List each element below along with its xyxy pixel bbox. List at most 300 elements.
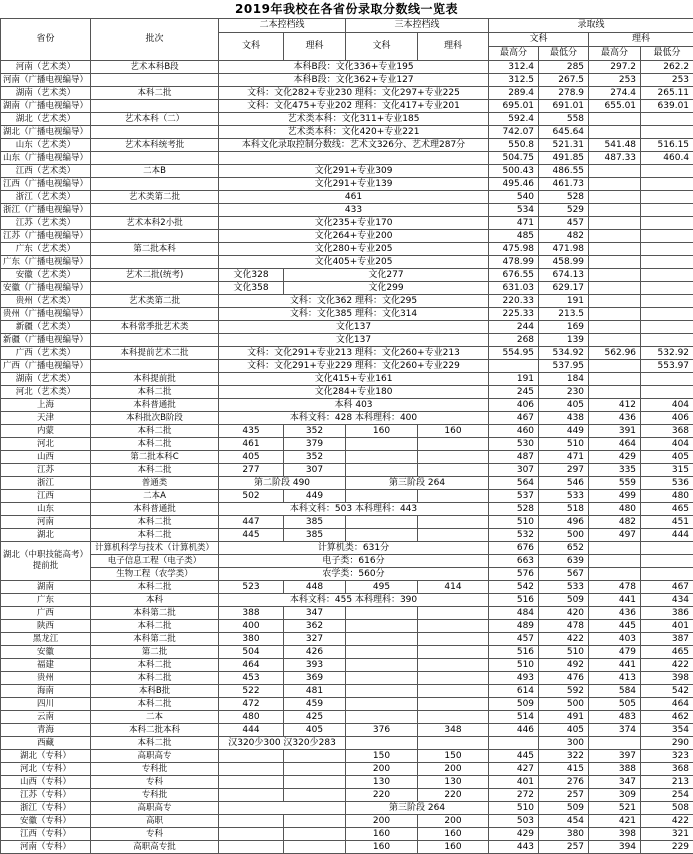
score-cell: 482 [589, 516, 641, 529]
control-line-cell [284, 841, 346, 854]
score-cell: 695.01 [489, 100, 539, 113]
batch-cell: 二本B [91, 165, 219, 178]
control-line-cell: 文化328 [219, 269, 284, 282]
province-cell: 四川 [1, 698, 91, 711]
score-cell: 368 [641, 763, 693, 776]
score-cell: 478 [589, 581, 641, 594]
control-line-cell [418, 633, 489, 646]
control-line-cell [418, 672, 489, 685]
control-line-cell [284, 828, 346, 841]
province-cell: 新疆（广播电视编导） [1, 334, 91, 347]
batch-cell: 高职高专 [91, 750, 219, 763]
score-cell [641, 282, 693, 295]
control-line-cell: 480 [219, 711, 284, 724]
batch-cell: 艺术二批(统考) [91, 269, 219, 282]
score-cell: 461.73 [539, 178, 589, 191]
score-cell: 478 [539, 620, 589, 633]
header-tier2-arts: 文科 [219, 33, 284, 61]
table-row [1, 178, 693, 191]
score-cell: 139 [539, 334, 589, 347]
control-line-cell: 文化415+专业161 [219, 373, 489, 386]
control-line-cell: 本科文化录取控制分数线：艺术文326分、艺术理287分 [219, 139, 489, 152]
province-cell: 安徽（艺术类） [1, 269, 91, 282]
batch-cell: 本科常季批艺术类 [91, 321, 219, 334]
table-row [1, 464, 693, 477]
batch-cell: 二本A [91, 490, 219, 503]
control-line-cell: 农学类：560分 [219, 568, 489, 581]
control-line-cell: 文科：文化385 理科：文化314 [219, 308, 489, 321]
score-cell: 553.97 [641, 360, 693, 373]
control-line-cell: 本科B段：文化336+专业195 [219, 61, 489, 74]
control-line-cell: 464 [219, 659, 284, 672]
score-cell: 614 [489, 685, 539, 698]
province-cell: 安徽 [1, 646, 91, 659]
score-cell [589, 217, 641, 230]
table-row [1, 685, 693, 698]
control-line-cell: 第三阶段 264 [346, 477, 489, 490]
control-line-cell: 文科：文化291+专业229 理科：文化260+专业229 [219, 360, 489, 373]
control-line-cell [418, 698, 489, 711]
control-line-cell: 504 [219, 646, 284, 659]
score-cell: 484 [489, 607, 539, 620]
score-cell [589, 178, 641, 191]
score-cell [641, 555, 693, 568]
province-cell: 湖南（艺术类） [1, 87, 91, 100]
control-line-cell: 461 [219, 438, 284, 451]
table-row [1, 74, 693, 87]
control-line-cell: 文化291+专业139 [219, 178, 489, 191]
province-cell: 贵州（艺术类） [1, 295, 91, 308]
control-line-cell: 405 [284, 724, 346, 737]
control-line-cell: 文化235+专业170 [219, 217, 489, 230]
score-cell [589, 737, 641, 750]
score-cell: 541.48 [589, 139, 641, 152]
score-cell [589, 542, 641, 555]
control-line-cell: 445 [219, 529, 284, 542]
score-cell: 312.4 [489, 61, 539, 74]
score-cell: 398 [641, 672, 693, 685]
control-line-cell: 文化284+专业180 [219, 386, 489, 399]
score-cell: 394 [589, 841, 641, 854]
score-cell: 404 [641, 438, 693, 451]
score-cell [641, 269, 693, 282]
table-row [1, 373, 693, 386]
control-line-cell: 文化137 [219, 334, 489, 347]
score-cell [589, 334, 641, 347]
score-cell: 446 [489, 724, 539, 737]
table-row [1, 451, 693, 464]
score-cell: 510 [539, 438, 589, 451]
score-cell: 451 [641, 516, 693, 529]
province-cell: 上海 [1, 399, 91, 412]
control-line-cell: 文化291+专业309 [219, 165, 489, 178]
header-tier2-science: 理科 [284, 33, 346, 61]
score-cell: 500.43 [489, 165, 539, 178]
score-cell: 315 [641, 464, 693, 477]
control-line-cell: 130 [346, 776, 418, 789]
score-cell [641, 308, 693, 321]
control-line-cell: 347 [284, 607, 346, 620]
score-cell: 631.03 [489, 282, 539, 295]
score-cell: 505 [589, 698, 641, 711]
score-cell: 500 [539, 698, 589, 711]
control-line-cell: 376 [346, 724, 418, 737]
province-cell: 河北（专科） [1, 763, 91, 776]
control-line-cell [418, 646, 489, 659]
batch-cell: 第二批本科C [91, 451, 219, 464]
score-cell: 427 [489, 763, 539, 776]
control-line-cell: 艺术类本科：文化311+专业185 [219, 113, 489, 126]
province-cell: 河南（专科） [1, 841, 91, 854]
table-row [1, 282, 693, 295]
control-line-cell: 307 [284, 464, 346, 477]
score-cell: 489 [489, 620, 539, 633]
score-cell: 491.85 [539, 152, 589, 165]
score-cell [589, 295, 641, 308]
score-cell: 674.13 [539, 269, 589, 282]
control-line-cell: 220 [346, 789, 418, 802]
batch-cell: 专科批 [91, 763, 219, 776]
score-cell: 191 [539, 295, 589, 308]
table-row [1, 139, 693, 152]
control-line-cell: 523 [219, 581, 284, 594]
score-cell: 347 [589, 776, 641, 789]
control-line-cell [346, 646, 418, 659]
score-cell [641, 568, 693, 581]
province-cell: 江苏（专科） [1, 789, 91, 802]
province-cell: 江西（专科） [1, 828, 91, 841]
score-cell: 323 [641, 750, 693, 763]
province-cell: 湖北（广播电视编导） [1, 126, 91, 139]
control-line-cell: 文化137 [219, 321, 489, 334]
score-cell: 742.07 [489, 126, 539, 139]
score-cell [641, 178, 693, 191]
score-cell [589, 373, 641, 386]
page-title: 2019年我校在各省份录取分数线一览表 [0, 0, 693, 18]
score-cell: 268 [489, 334, 539, 347]
score-cell: 676 [489, 542, 539, 555]
batch-cell [91, 74, 219, 87]
control-line-cell: 本科文科：503 本科理科：443 [219, 503, 489, 516]
province-cell: 贵州（广播电视编导） [1, 308, 91, 321]
control-line-cell: 495 [346, 581, 418, 594]
table-row [1, 425, 693, 438]
score-cell: 169 [539, 321, 589, 334]
table-row [1, 334, 693, 347]
control-line-cell: 449 [284, 490, 346, 503]
table-row [1, 490, 693, 503]
score-cell [589, 282, 641, 295]
control-line-cell [346, 633, 418, 646]
score-cell: 510 [489, 516, 539, 529]
score-cell: 510 [539, 646, 589, 659]
control-line-cell: 本科 403 [219, 399, 489, 412]
score-cell: 244 [489, 321, 539, 334]
score-cell: 509 [489, 698, 539, 711]
batch-cell: 艺术类第二批 [91, 191, 219, 204]
header-tier3: 三本控档线 [346, 19, 489, 33]
control-line-cell: 150 [346, 750, 418, 763]
province-cell: 湖南（广播电视编导） [1, 100, 91, 113]
score-cell: 387 [641, 633, 693, 646]
batch-cell [91, 204, 219, 217]
control-line-cell: 160 [418, 841, 489, 854]
control-line-cell: 435 [219, 425, 284, 438]
control-line-cell [346, 737, 418, 750]
batch-cell: 专科 [91, 828, 219, 841]
table-row [1, 529, 693, 542]
score-cell: 274.4 [589, 87, 641, 100]
table-row [1, 516, 693, 529]
control-line-cell: 文化280+专业205 [219, 243, 489, 256]
control-line-cell [346, 659, 418, 672]
control-line-cell [418, 516, 489, 529]
table-row [1, 477, 693, 490]
batch-cell: 高职 [91, 815, 219, 828]
score-cell: 500 [539, 529, 589, 542]
table-row [1, 620, 693, 633]
province-cell: 广东（广播电视编导） [1, 256, 91, 269]
control-line-cell: 352 [284, 451, 346, 464]
control-line-cell [418, 438, 489, 451]
province-cell: 山东（广播电视编导） [1, 152, 91, 165]
control-line-cell: 414 [418, 581, 489, 594]
score-cell: 550.8 [489, 139, 539, 152]
score-cell [641, 230, 693, 243]
batch-cell: 本科二批 [91, 87, 219, 100]
control-line-cell: 160 [418, 425, 489, 438]
score-cell: 422 [539, 633, 589, 646]
score-cell: 485 [489, 230, 539, 243]
batch-cell: 本科二批 [91, 386, 219, 399]
control-line-cell [418, 685, 489, 698]
header-tier3-arts: 文科 [346, 33, 418, 61]
control-line-cell: 文化358 [219, 282, 284, 295]
score-cell: 272 [489, 789, 539, 802]
province-cell: 贵州 [1, 672, 91, 685]
control-line-cell: 388 [219, 607, 284, 620]
batch-cell: 第二批 [91, 646, 219, 659]
batch-cell [91, 282, 219, 295]
table-row [1, 308, 693, 321]
batch-cell [91, 308, 219, 321]
score-cell: 540 [489, 191, 539, 204]
table-row [1, 412, 693, 425]
score-cell [641, 204, 693, 217]
score-cell: 558 [539, 113, 589, 126]
score-cell [641, 295, 693, 308]
score-cell: 652 [539, 542, 589, 555]
control-line-cell: 502 [219, 490, 284, 503]
table-row [1, 503, 693, 516]
score-cell: 444 [641, 529, 693, 542]
table-row [1, 646, 693, 659]
score-cell: 537 [489, 490, 539, 503]
control-line-cell: 文科：文化362 理科：文化295 [219, 295, 489, 308]
score-cell: 528 [489, 503, 539, 516]
control-line-cell [346, 620, 418, 633]
score-cell [589, 360, 641, 373]
score-cell: 476 [539, 672, 589, 685]
score-cell: 467 [641, 581, 693, 594]
score-cell [641, 243, 693, 256]
table-row [1, 737, 693, 750]
batch-cell: 艺术本科统考批 [91, 139, 219, 152]
header-tier2: 二本控档线 [219, 19, 346, 33]
score-cell: 645.64 [539, 126, 589, 139]
province-cell: 浙江（广播电视编导） [1, 204, 91, 217]
score-cell: 406 [489, 399, 539, 412]
batch-cell: 本科二批 [91, 464, 219, 477]
control-line-cell [219, 828, 284, 841]
score-cell: 420 [539, 607, 589, 620]
score-cell: 462 [641, 711, 693, 724]
score-cell: 429 [489, 828, 539, 841]
batch-cell: 本科批次B阶段 [91, 412, 219, 425]
control-line-cell [284, 750, 346, 763]
score-cell [589, 321, 641, 334]
score-cell: 496 [539, 516, 589, 529]
control-line-cell [219, 750, 284, 763]
table-row [1, 789, 693, 802]
score-cell: 253 [589, 74, 641, 87]
table-row [1, 841, 693, 854]
table-row [1, 256, 693, 269]
table-row [1, 165, 693, 178]
table-row [1, 711, 693, 724]
score-cell: 403 [589, 633, 641, 646]
province-cell: 湖北（艺术类） [1, 113, 91, 126]
control-line-cell: 352 [284, 425, 346, 438]
table-row [1, 126, 693, 139]
control-line-cell [346, 451, 418, 464]
control-line-cell [418, 620, 489, 633]
control-line-cell [418, 529, 489, 542]
score-cell: 471 [489, 217, 539, 230]
score-cell: 486.55 [539, 165, 589, 178]
table-row [1, 152, 693, 165]
score-cell: 493 [489, 672, 539, 685]
score-cell: 441 [589, 594, 641, 607]
table-row [1, 87, 693, 100]
batch-cell: 高职高专批 [91, 841, 219, 854]
score-cell: 184 [539, 373, 589, 386]
control-line-cell: 444 [219, 724, 284, 737]
province-cell: 广西 [1, 607, 91, 620]
province-cell: 安徽（广播电视编导） [1, 282, 91, 295]
score-cell: 592.4 [489, 113, 539, 126]
batch-cell: 艺术本科（二） [91, 113, 219, 126]
table-row [1, 204, 693, 217]
province-cell: 山西（专科） [1, 776, 91, 789]
control-line-cell: 文化264+专业200 [219, 230, 489, 243]
province-cell: 湖北 [1, 529, 91, 542]
header-admission-science: 理科 [589, 33, 693, 47]
score-cell: 465 [641, 503, 693, 516]
control-line-cell: 385 [284, 516, 346, 529]
score-cell: 449 [539, 425, 589, 438]
score-cell: 297 [539, 464, 589, 477]
control-line-cell [284, 789, 346, 802]
header-batch: 批次 [91, 19, 219, 61]
province-cell: 安徽（专科） [1, 815, 91, 828]
score-cell: 464 [589, 438, 641, 451]
batch-cell: 艺术类第二批 [91, 295, 219, 308]
score-cell: 532.92 [641, 347, 693, 360]
score-cell: 676.55 [489, 269, 539, 282]
score-cell: 354 [641, 724, 693, 737]
score-cell: 441 [589, 659, 641, 672]
score-cell: 213 [641, 776, 693, 789]
control-line-cell: 453 [219, 672, 284, 685]
header-science-max: 最高分 [589, 47, 641, 61]
score-cell: 397 [589, 750, 641, 763]
batch-cell: 本科二批 [91, 620, 219, 633]
header-admission-arts: 文科 [489, 33, 589, 47]
score-cell: 445 [489, 750, 539, 763]
table-row [1, 815, 693, 828]
control-line-cell: 448 [284, 581, 346, 594]
score-cell: 412 [589, 399, 641, 412]
batch-cell [91, 100, 219, 113]
control-line-cell: 472 [219, 698, 284, 711]
score-cell: 445 [589, 620, 641, 633]
control-line-cell: 汉320少300 汉320少283 [219, 737, 346, 750]
score-cell: 262.2 [641, 61, 693, 74]
control-line-cell: 200 [418, 763, 489, 776]
score-cell: 307 [489, 464, 539, 477]
control-line-cell: 本科B段：文化362+专业127 [219, 74, 489, 87]
batch-cell [91, 256, 219, 269]
table-header [1, 19, 693, 61]
province-cell: 河北 [1, 438, 91, 451]
score-cell [589, 256, 641, 269]
score-cell: 497 [589, 529, 641, 542]
control-line-cell: 200 [346, 763, 418, 776]
score-cell: 492 [539, 659, 589, 672]
province-cell: 江苏（广播电视编导） [1, 230, 91, 243]
score-cell: 380 [539, 828, 589, 841]
control-line-cell: 文科：文化291+专业213 理科：文化260+专业213 [219, 347, 489, 360]
score-cell: 516 [489, 594, 539, 607]
score-cell: 229 [641, 841, 693, 854]
header-tier3-science: 理科 [418, 33, 489, 61]
score-cell: 458.99 [539, 256, 589, 269]
control-line-cell: 447 [219, 516, 284, 529]
score-cell [641, 373, 693, 386]
score-cell: 576 [489, 568, 539, 581]
score-cell: 388 [589, 763, 641, 776]
score-cell: 528 [539, 191, 589, 204]
batch-cell: 本科二批 [91, 581, 219, 594]
score-cell: 413 [589, 672, 641, 685]
control-line-cell: 200 [418, 815, 489, 828]
score-cell: 300 [539, 737, 589, 750]
province-cell: 江西（广播电视编导） [1, 178, 91, 191]
control-line-cell [346, 516, 418, 529]
score-cell: 454 [539, 815, 589, 828]
score-cell: 521 [589, 802, 641, 815]
batch-cell: 二本 [91, 711, 219, 724]
score-cell: 482 [539, 230, 589, 243]
score-cell [641, 386, 693, 399]
score-cell: 245 [489, 386, 539, 399]
score-cell: 406 [641, 412, 693, 425]
table-row [1, 763, 693, 776]
score-cell: 503 [489, 815, 539, 828]
score-cell: 509 [539, 594, 589, 607]
score-cell [589, 568, 641, 581]
